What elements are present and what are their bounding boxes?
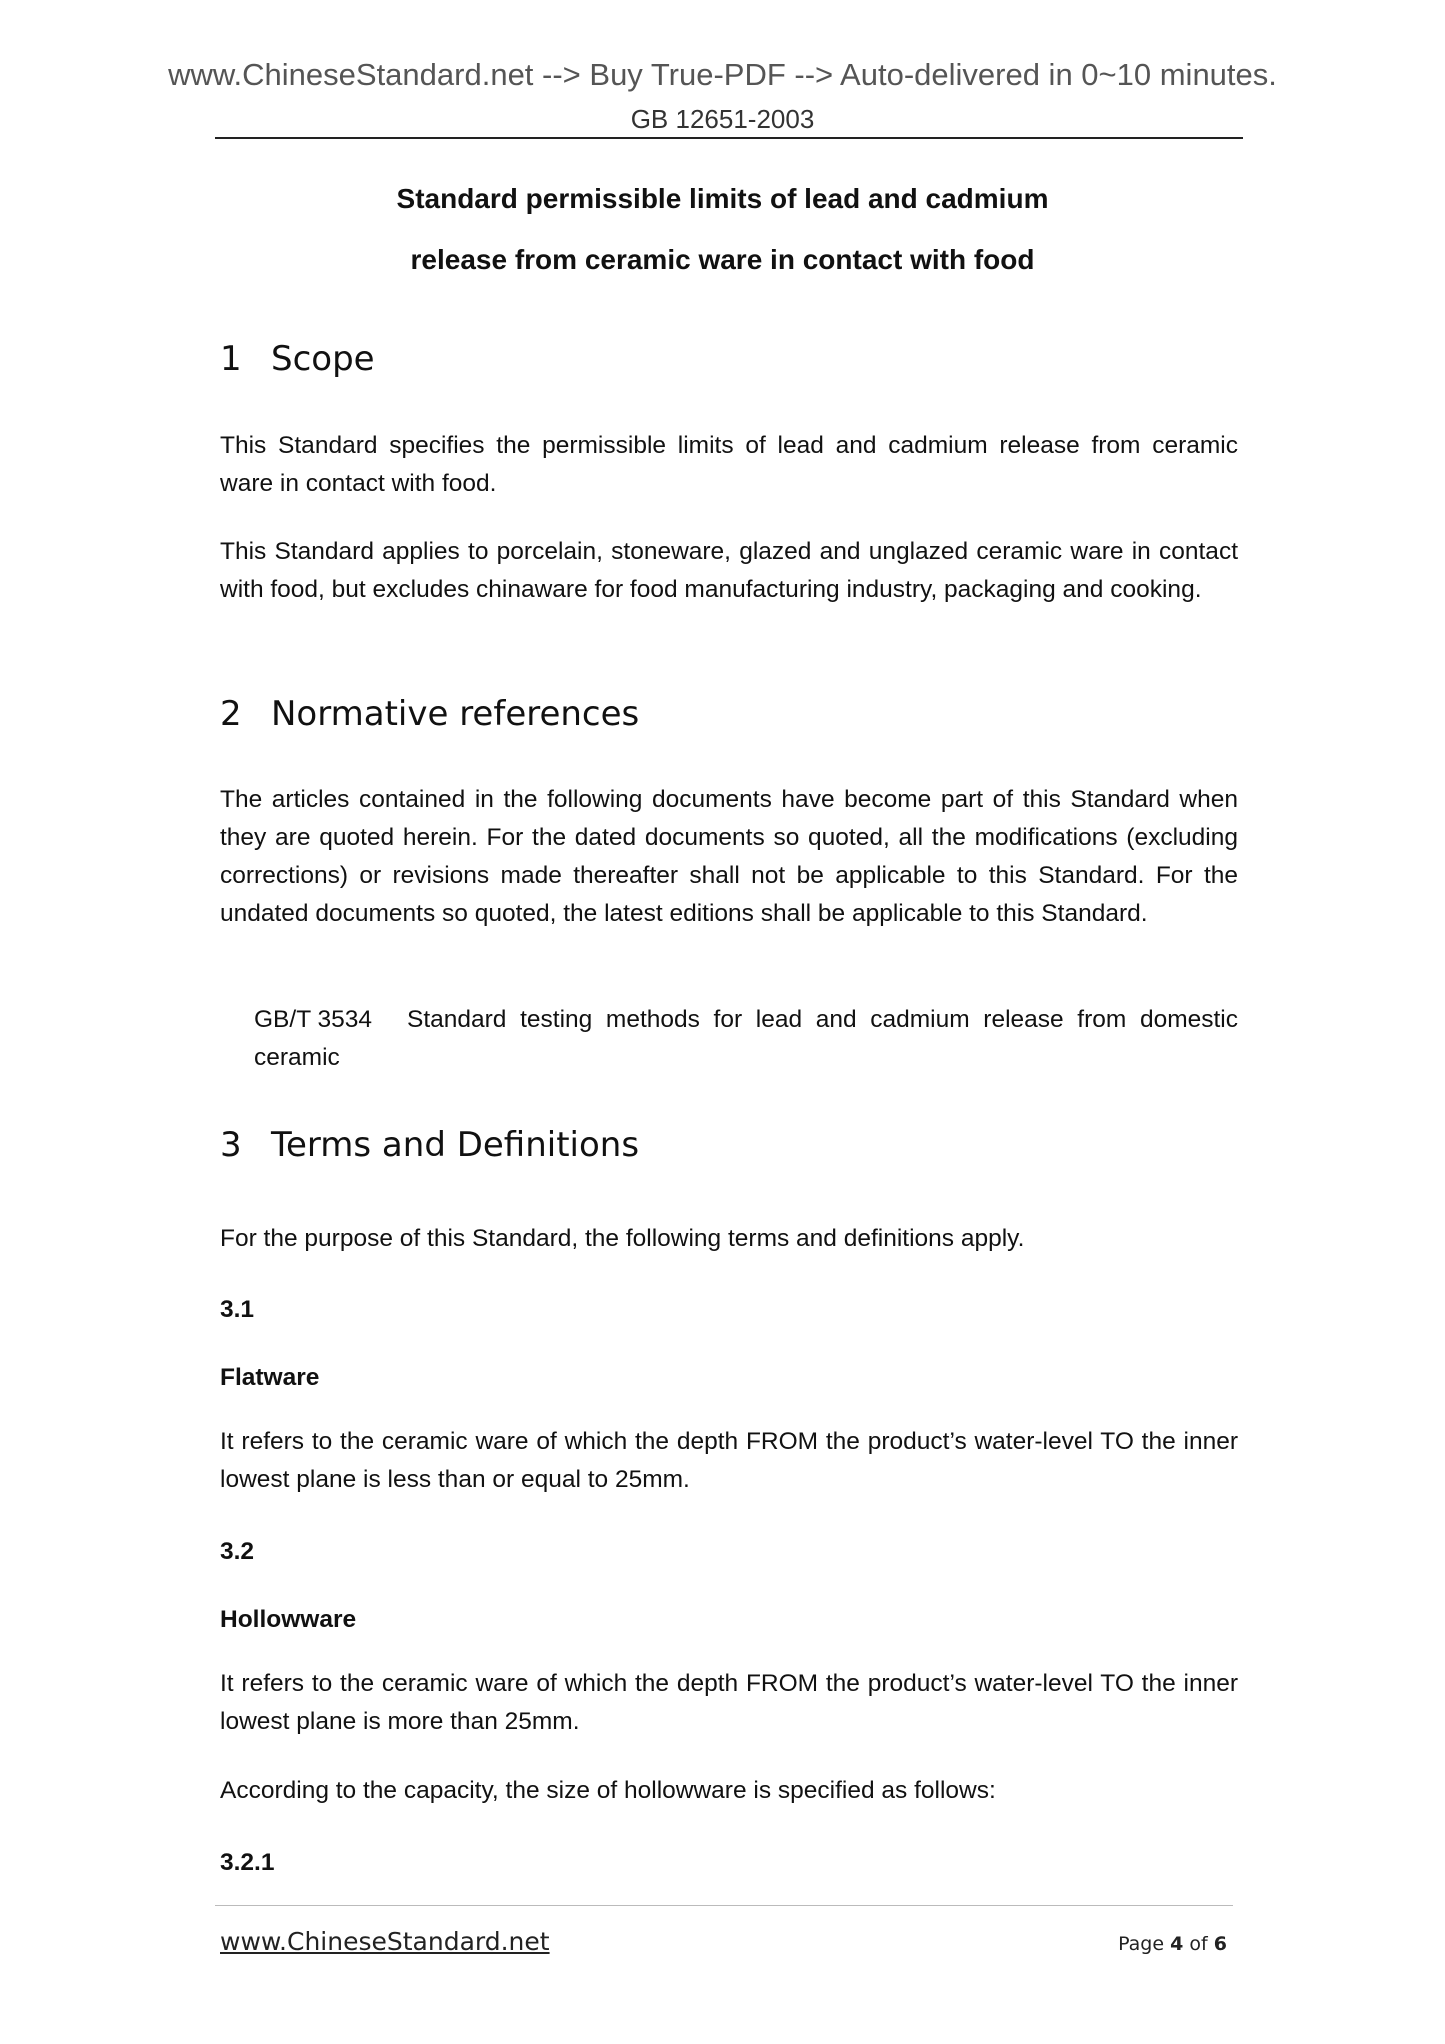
document-title-line-2: release from ceramic ware in contact with food (410, 244, 1035, 275)
term-name: Flatware (220, 1364, 320, 1391)
page-current: 4 (1170, 1933, 1184, 1955)
section-heading-normative-references (220, 693, 639, 735)
reference-title: Standard testing methods for lead and cadmium release from domestic ceramic (254, 1006, 1238, 1071)
page-indicator (1118, 1932, 1227, 1956)
reference-code: GB/T 3534 (254, 1006, 373, 1033)
section-heading-scope (220, 338, 375, 380)
section-title: Terms and Definitions (271, 1125, 640, 1165)
header-banner: www.ChineseStandard.net --> Buy True-PDF --> Auto-delivered in 0~10 minutes. (168, 57, 1277, 92)
footer-divider (215, 1905, 1233, 1906)
term-number: 3.1 (220, 1296, 255, 1323)
term-name: Hollowware (220, 1606, 357, 1633)
section-heading-terms-and-definitions (220, 1124, 639, 1166)
term-number: 3.2 (220, 1538, 255, 1565)
reference-item (254, 1001, 1238, 1077)
header-divider (215, 137, 1243, 139)
section-title: Scope (271, 339, 375, 379)
page-of: of (1189, 1933, 1208, 1955)
term-definition: It refers to the ceramic ware of which the depth FROM the product’s water-level TO the inner lowest plane is more than 25mm. (220, 1670, 1238, 1735)
term-definition: It refers to the ceramic ware of which the depth FROM the product’s water-level TO the inner lowest plane is less than or equal to 25mm. (220, 1428, 1238, 1493)
section-title: Normative references (271, 694, 640, 734)
paragraph: For the purpose of this Standard, the following terms and definitions apply. (220, 1225, 1025, 1252)
page-label: Page (1118, 1933, 1165, 1955)
paragraph: This Standard applies to porcelain, stoneware, glazed and unglazed ceramic ware in contact with food, but excludes chinaware for food manufacturing industry, packaging and cooking. (220, 538, 1238, 603)
page-total: 6 (1213, 1933, 1227, 1955)
document-title-line-1: Standard permissible limits of lead and cadmium (396, 183, 1049, 214)
section-number: 3 (220, 1125, 242, 1165)
subterm-number: 3.2.1 (220, 1849, 275, 1876)
document-code: GB 12651-2003 (630, 104, 815, 134)
footer-website-link[interactable]: www.ChineseStandard.net (220, 1927, 550, 1956)
paragraph: According to the capacity, the size of hollowware is specified as follows: (220, 1777, 996, 1804)
paragraph: This Standard specifies the permissible limits of lead and cadmium release from ceramic ware in contact with food. (220, 432, 1238, 497)
paragraph: The articles contained in the following documents have become part of this Standard when they are quoted herein. For the dated documents so quoted, all the modifications (excluding corrections) or revisions made thereafter shall not be applicable to this Standard. For the undated documents so quoted, the latest editions shall be applicable to this Standard. (220, 786, 1238, 927)
section-number: 1 (220, 339, 242, 379)
section-number: 2 (220, 694, 242, 734)
